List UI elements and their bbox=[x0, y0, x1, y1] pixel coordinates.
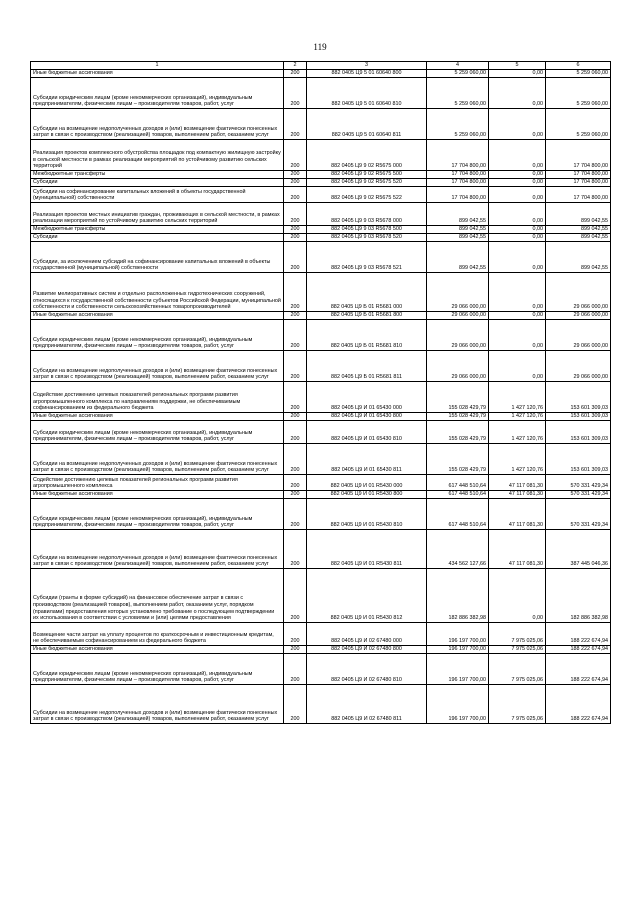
budget-code: 882 0405 Ц9 И 02 67480 800 bbox=[307, 646, 427, 654]
budget-table bbox=[30, 61, 611, 724]
table-row bbox=[31, 623, 611, 646]
amount-total: 17 704 800,00 bbox=[546, 171, 611, 179]
row-code-2: 200 bbox=[284, 203, 307, 226]
amount-total: 29 066 000,00 bbox=[546, 351, 611, 382]
amount-change: 0,00 bbox=[489, 78, 546, 109]
budget-code: 882 0405 Ц9 9 03 R5678 500 bbox=[307, 226, 427, 234]
amount-total: 899 042,55 bbox=[546, 242, 611, 273]
amount-approved: 196 197 700,00 bbox=[427, 623, 489, 646]
budget-code: 882 0405 Ц9 Б 01 R5681 000 bbox=[307, 273, 427, 312]
amount-total: 188 222 674,94 bbox=[546, 646, 611, 654]
amount-approved: 17 704 800,00 bbox=[427, 179, 489, 187]
amount-total: 899 042,55 bbox=[546, 203, 611, 226]
row-name: Субсидии юридическим лицам (кроме некоммерческих организаций), индивидуальным предпринимателям, физическим лицам – производителям товаров, работ, услуг bbox=[31, 499, 284, 530]
table-row bbox=[31, 70, 611, 78]
row-name: Субсидии на возмещение недополученных доходов и (или) возмещение фактически понесенных затрат в связи с производством (реализацией) товаров, выполнением работ, оказанием услуг bbox=[31, 351, 284, 382]
row-code-2: 200 bbox=[284, 320, 307, 351]
amount-change: 1 427 120,76 bbox=[489, 413, 546, 421]
table-row bbox=[31, 171, 611, 179]
budget-code: 882 0405 Ц9 9 03 R5678 521 bbox=[307, 242, 427, 273]
amount-approved: 899 042,55 bbox=[427, 203, 489, 226]
amount-approved: 899 042,55 bbox=[427, 242, 489, 273]
row-code-2: 200 bbox=[284, 421, 307, 444]
row-name: Иные бюджетные ассигнования bbox=[31, 312, 284, 320]
row-name: Развитие мелиоративных систем и отдельно расположенных гидротехнических сооружений, относящихся к государственной собственности субъектов Российской Федерации, муниципальной собственности и собственности сельскохозяйственных товаропроизводителей bbox=[31, 273, 284, 312]
amount-total: 188 222 674,94 bbox=[546, 685, 611, 724]
amount-approved: 5 259 060,00 bbox=[427, 78, 489, 109]
table-row bbox=[31, 685, 611, 724]
column-header: 4 bbox=[427, 62, 489, 70]
budget-code: 882 0405 Ц9 И 01 R5430 810 bbox=[307, 499, 427, 530]
row-code-2: 200 bbox=[284, 226, 307, 234]
amount-approved: 196 197 700,00 bbox=[427, 654, 489, 685]
amount-change: 0,00 bbox=[489, 140, 546, 171]
amount-change: 0,00 bbox=[489, 242, 546, 273]
table-row bbox=[31, 179, 611, 187]
budget-code: 882 0405 Ц9 И 01 R5430 811 bbox=[307, 530, 427, 569]
table-row bbox=[31, 320, 611, 351]
amount-total: 29 066 000,00 bbox=[546, 320, 611, 351]
budget-code: 882 0405 Ц9 И 02 67480 811 bbox=[307, 685, 427, 724]
amount-change: 1 427 120,76 bbox=[489, 382, 546, 413]
amount-change: 0,00 bbox=[489, 312, 546, 320]
amount-approved: 196 197 700,00 bbox=[427, 646, 489, 654]
row-code-2: 200 bbox=[284, 109, 307, 140]
amount-total: 153 601 309,03 bbox=[546, 421, 611, 444]
table-row bbox=[31, 312, 611, 320]
row-name: Реализация проектов местных инициатив граждан, проживающих в сельской местности, в рамках реализации мероприятий по устойчивому развитию сельских территорий bbox=[31, 203, 284, 226]
row-name: Субсидии на софинансирование капитальных вложений в объекты государственной (муниципальной) собственности bbox=[31, 187, 284, 203]
table-row bbox=[31, 140, 611, 171]
table-row bbox=[31, 530, 611, 569]
amount-approved: 617 448 510,64 bbox=[427, 499, 489, 530]
row-code-2: 200 bbox=[284, 685, 307, 724]
row-code-2: 200 bbox=[284, 491, 307, 499]
budget-code: 882 0405 Ц9 9 02 R5675 522 bbox=[307, 187, 427, 203]
column-header: 6 bbox=[546, 62, 611, 70]
table-row bbox=[31, 203, 611, 226]
row-code-2: 200 bbox=[284, 569, 307, 623]
row-code-2: 200 bbox=[284, 530, 307, 569]
row-code-2: 200 bbox=[284, 234, 307, 242]
amount-approved: 29 066 000,00 bbox=[427, 312, 489, 320]
amount-approved: 29 066 000,00 bbox=[427, 273, 489, 312]
amount-total: 29 066 000,00 bbox=[546, 312, 611, 320]
amount-change: 0,00 bbox=[489, 569, 546, 623]
table-row bbox=[31, 444, 611, 475]
amount-approved: 5 259 060,00 bbox=[427, 109, 489, 140]
budget-code: 882 0405 Ц9 Б 01 R5681 800 bbox=[307, 312, 427, 320]
budget-code: 882 0405 Ц9 Б 01 R5681 811 bbox=[307, 351, 427, 382]
row-name: Иные бюджетные ассигнования bbox=[31, 70, 284, 78]
budget-code: 882 0405 Ц9 9 02 R5675 520 bbox=[307, 179, 427, 187]
amount-change: 0,00 bbox=[489, 203, 546, 226]
amount-change: 0,00 bbox=[489, 351, 546, 382]
row-name: Возмещение части затрат на уплату процентов по краткосрочным и инвестиционным кредитам, не обеспечиваемым софинансированием из федерального бюджета bbox=[31, 623, 284, 646]
amount-change: 0,00 bbox=[489, 226, 546, 234]
table-row bbox=[31, 475, 611, 491]
row-name: Субсидии (гранты в форме субсидий) на финансовое обеспечение затрат в связи с производством (реализацией товаров), выполнением работ, оказанием услуг, порядком (правилами) предоставления которых установлено требование о последующем подтверждении их использования в соответствии с условиями и (или) целями предоставления bbox=[31, 569, 284, 623]
amount-approved: 17 704 800,00 bbox=[427, 171, 489, 179]
amount-total: 153 601 309,03 bbox=[546, 444, 611, 475]
table-row bbox=[31, 654, 611, 685]
amount-total: 899 042,55 bbox=[546, 226, 611, 234]
amount-total: 188 222 674,94 bbox=[546, 623, 611, 646]
amount-total: 17 704 800,00 bbox=[546, 140, 611, 171]
row-code-2: 200 bbox=[284, 654, 307, 685]
table-row bbox=[31, 646, 611, 654]
amount-change: 0,00 bbox=[489, 179, 546, 187]
row-name: Содействие достижению целевых показателей региональных программ развития агропромышленного комплекса bbox=[31, 475, 284, 491]
amount-approved: 155 028 429,79 bbox=[427, 421, 489, 444]
row-code-2: 200 bbox=[284, 499, 307, 530]
amount-change: 1 427 120,76 bbox=[489, 444, 546, 475]
amount-approved: 617 448 510,64 bbox=[427, 475, 489, 491]
amount-approved: 29 066 000,00 bbox=[427, 351, 489, 382]
amount-total: 5 259 060,00 bbox=[546, 70, 611, 78]
row-code-2: 200 bbox=[284, 179, 307, 187]
row-name: Субсидии на возмещение недополученных доходов и (или) возмещение фактически понесенных затрат в связи с производством (реализацией) товаров, выполнением работ, оказанием услуг bbox=[31, 444, 284, 475]
row-code-2: 200 bbox=[284, 312, 307, 320]
row-name: Субсидии юридическим лицам (кроме некоммерческих организаций), индивидуальным предпринимателям, физическим лицам – производителям товаров, работ, услуг bbox=[31, 654, 284, 685]
table-row bbox=[31, 226, 611, 234]
row-name: Субсидии на возмещение недополученных доходов и (или) возмещение фактически понесенных затрат в связи с производством (реализацией) товаров, выполнением работ, оказанием услуг bbox=[31, 109, 284, 140]
row-name: Межбюджетные трансферты bbox=[31, 171, 284, 179]
column-header: 3 bbox=[307, 62, 427, 70]
amount-total: 899 042,55 bbox=[546, 234, 611, 242]
budget-code: 882 0405 Ц9 И 01 65430 000 bbox=[307, 382, 427, 413]
amount-change: 47 117 081,30 bbox=[489, 499, 546, 530]
budget-code: 882 0405 Ц9 И 02 67480 810 bbox=[307, 654, 427, 685]
budget-code: 882 0405 Ц9 И 01 65430 800 bbox=[307, 413, 427, 421]
amount-change: 0,00 bbox=[489, 273, 546, 312]
row-code-2: 200 bbox=[284, 70, 307, 78]
amount-change: 0,00 bbox=[489, 187, 546, 203]
amount-change: 0,00 bbox=[489, 234, 546, 242]
amount-change: 7 975 025,06 bbox=[489, 654, 546, 685]
amount-total: 17 704 800,00 bbox=[546, 187, 611, 203]
amount-change: 0,00 bbox=[489, 70, 546, 78]
amount-total: 5 259 060,00 bbox=[546, 109, 611, 140]
amount-change: 1 427 120,76 bbox=[489, 421, 546, 444]
amount-approved: 196 197 700,00 bbox=[427, 685, 489, 724]
amount-approved: 155 028 429,79 bbox=[427, 444, 489, 475]
amount-change: 47 117 081,30 bbox=[489, 530, 546, 569]
table-row bbox=[31, 491, 611, 499]
amount-total: 153 601 309,03 bbox=[546, 382, 611, 413]
row-name: Иные бюджетные ассигнования bbox=[31, 646, 284, 654]
table-row bbox=[31, 109, 611, 140]
row-name: Субсидии, за исключением субсидий на софинансирование капитальных вложений в объекты государственной (муниципальной) собственности bbox=[31, 242, 284, 273]
row-name: Субсидии bbox=[31, 179, 284, 187]
row-code-2: 200 bbox=[284, 413, 307, 421]
column-header: 2 bbox=[284, 62, 307, 70]
amount-total: 570 331 429,34 bbox=[546, 499, 611, 530]
amount-change: 7 975 025,06 bbox=[489, 646, 546, 654]
column-header: 1 bbox=[31, 62, 284, 70]
row-name: Межбюджетные трансферты bbox=[31, 226, 284, 234]
table-row bbox=[31, 78, 611, 109]
amount-total: 5 259 060,00 bbox=[546, 78, 611, 109]
amount-approved: 182 886 382,98 bbox=[427, 569, 489, 623]
table-row bbox=[31, 273, 611, 312]
amount-change: 7 975 025,06 bbox=[489, 685, 546, 724]
budget-code: 882 0405 Ц9 И 02 67480 000 bbox=[307, 623, 427, 646]
amount-approved: 899 042,55 bbox=[427, 234, 489, 242]
amount-total: 153 601 309,03 bbox=[546, 413, 611, 421]
row-name: Содействие достижению целевых показателей региональных программ развития агропромышленного комплекса по направлениям поддержки, не обеспечиваемым софинансированием из федерального бюджета bbox=[31, 382, 284, 413]
row-code-2: 200 bbox=[284, 78, 307, 109]
page-number: 119 bbox=[313, 42, 327, 52]
row-name: Субсидии юридическим лицам (кроме некоммерческих организаций), индивидуальным предпринимателям, физическим лицам – производителям товаров, работ, услуг bbox=[31, 78, 284, 109]
amount-approved: 155 028 429,79 bbox=[427, 382, 489, 413]
budget-code: 882 0405 Ц9 9 02 R5675 000 bbox=[307, 140, 427, 171]
row-name: Иные бюджетные ассигнования bbox=[31, 491, 284, 499]
amount-approved: 17 704 800,00 bbox=[427, 140, 489, 171]
table-row bbox=[31, 569, 611, 623]
row-code-2: 200 bbox=[284, 475, 307, 491]
amount-approved: 29 066 000,00 bbox=[427, 320, 489, 351]
table-row bbox=[31, 499, 611, 530]
amount-approved: 899 042,55 bbox=[427, 226, 489, 234]
row-code-2: 200 bbox=[284, 444, 307, 475]
amount-total: 188 222 674,94 bbox=[546, 654, 611, 685]
budget-code: 882 0405 Ц9 И 01 R5430 000 bbox=[307, 475, 427, 491]
row-code-2: 200 bbox=[284, 382, 307, 413]
budget-code: 882 0405 Ц9 И 01 65430 810 bbox=[307, 421, 427, 444]
row-name: Иные бюджетные ассигнования bbox=[31, 413, 284, 421]
amount-approved: 434 562 127,66 bbox=[427, 530, 489, 569]
budget-code: 882 0405 Ц9 9 02 R5675 500 bbox=[307, 171, 427, 179]
table-header-row bbox=[31, 62, 611, 70]
row-name: Субсидии юридическим лицам (кроме некоммерческих организаций), индивидуальным предпринимателям, физическим лицам – производителям товаров, работ, услуг bbox=[31, 421, 284, 444]
table-row bbox=[31, 351, 611, 382]
amount-change: 0,00 bbox=[489, 320, 546, 351]
amount-total: 387 445 046,36 bbox=[546, 530, 611, 569]
budget-code: 882 0405 Ц9 Б 01 R5681 810 bbox=[307, 320, 427, 351]
amount-approved: 155 028 429,79 bbox=[427, 413, 489, 421]
amount-approved: 17 704 800,00 bbox=[427, 187, 489, 203]
table-row bbox=[31, 234, 611, 242]
table-row bbox=[31, 242, 611, 273]
table-row bbox=[31, 421, 611, 444]
budget-code: 882 0405 Ц9 И 01 R5430 812 bbox=[307, 569, 427, 623]
amount-total: 570 331 429,34 bbox=[546, 475, 611, 491]
row-code-2: 200 bbox=[284, 646, 307, 654]
budget-code: 882 0405 Ц9 5 01 60640 811 bbox=[307, 109, 427, 140]
budget-code: 882 0405 Ц9 9 03 R5678 520 bbox=[307, 234, 427, 242]
amount-approved: 617 448 510,64 bbox=[427, 491, 489, 499]
table-row bbox=[31, 413, 611, 421]
budget-code: 882 0405 Ц9 9 03 R5678 000 bbox=[307, 203, 427, 226]
amount-change: 7 975 025,06 bbox=[489, 623, 546, 646]
table-row bbox=[31, 382, 611, 413]
amount-total: 17 704 800,00 bbox=[546, 179, 611, 187]
row-name: Реализация проектов комплексного обустройства площадок под компактную жилищную застройку в сельской местности в рамках реализации мероприятий по устойчивому развитию сельских территорий bbox=[31, 140, 284, 171]
row-code-2: 200 bbox=[284, 140, 307, 171]
row-name: Субсидии на возмещение недополученных доходов и (или) возмещение фактически понесенных затрат в связи с производством (реализацией) товаров, выполнением работ, оказанием услуг bbox=[31, 530, 284, 569]
amount-total: 182 886 382,98 bbox=[546, 569, 611, 623]
budget-code: 882 0405 Ц9 И 01 R5430 800 bbox=[307, 491, 427, 499]
row-code-2: 200 bbox=[284, 273, 307, 312]
amount-change: 0,00 bbox=[489, 171, 546, 179]
column-header: 5 bbox=[489, 62, 546, 70]
budget-code: 882 0405 Ц9 И 01 65430 811 bbox=[307, 444, 427, 475]
budget-code: 882 0405 Ц9 5 01 60640 800 bbox=[307, 70, 427, 78]
row-name: Субсидии на возмещение недополученных доходов и (или) возмещение фактически понесенных затрат в связи с производством (реализацией) товаров, выполнением работ, оказанием услуг bbox=[31, 685, 284, 724]
amount-change: 0,00 bbox=[489, 109, 546, 140]
table-row bbox=[31, 187, 611, 203]
row-code-2: 200 bbox=[284, 171, 307, 179]
amount-change: 47 117 081,30 bbox=[489, 491, 546, 499]
row-name: Субсидии bbox=[31, 234, 284, 242]
row-code-2: 200 bbox=[284, 242, 307, 273]
budget-code: 882 0405 Ц9 5 01 60640 810 bbox=[307, 78, 427, 109]
row-code-2: 200 bbox=[284, 623, 307, 646]
amount-total: 570 331 429,34 bbox=[546, 491, 611, 499]
amount-approved: 5 259 060,00 bbox=[427, 70, 489, 78]
row-code-2: 200 bbox=[284, 187, 307, 203]
row-name: Субсидии юридическим лицам (кроме некоммерческих организаций), индивидуальным предпринимателям, физическим лицам – производителям товаров, работ, услуг bbox=[31, 320, 284, 351]
row-code-2: 200 bbox=[284, 351, 307, 382]
amount-change: 47 117 081,30 bbox=[489, 475, 546, 491]
amount-total: 29 066 000,00 bbox=[546, 273, 611, 312]
